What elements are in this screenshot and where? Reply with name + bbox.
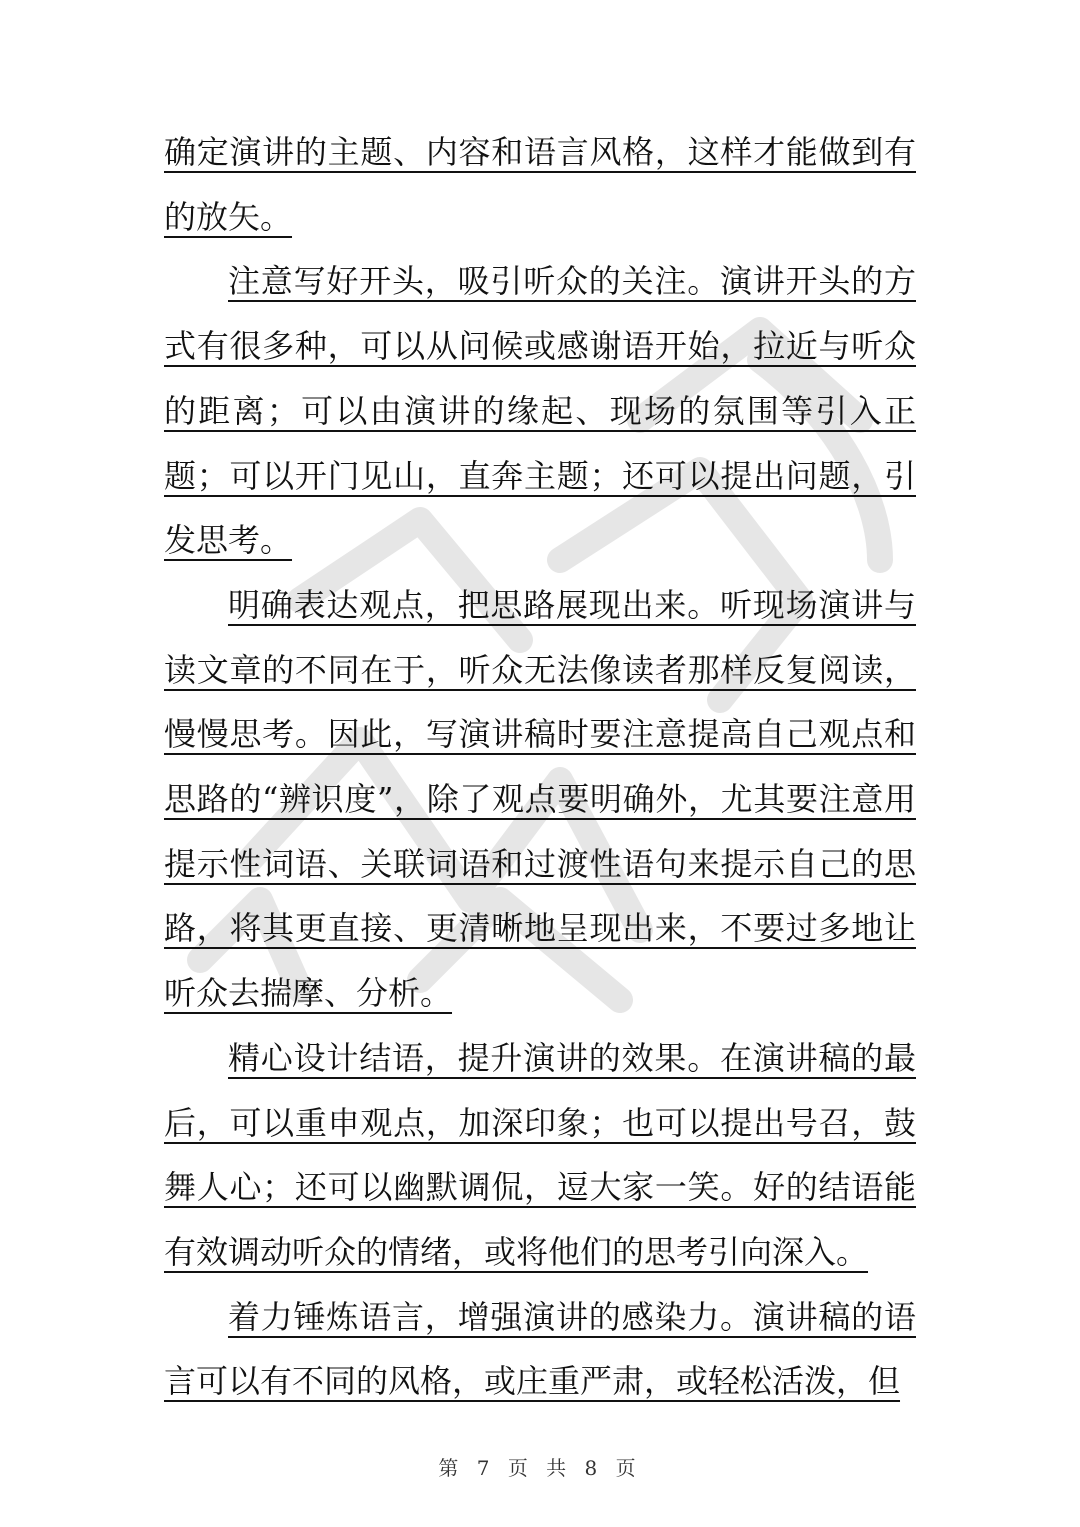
paragraph-4 bbox=[164, 1026, 916, 1285]
document-body bbox=[164, 120, 916, 1414]
paragraph-text: 明确表达观点，把思路展现出来。听现场演讲与读文章的不同在于，听众无法像读者那样反复阅读，慢慢思考。因此，写演讲稿时要注意提高自己观点和思路的“辨识度”，除了观点要明确外，尤其要注意用提示性词语、关联词语和过渡性语句来提示自己的思路，将其更直接、更清晰地呈现出来，不要过多地让听众去揣摩、分析。 bbox=[164, 585, 916, 1013]
paragraph-1 bbox=[164, 120, 916, 249]
paragraph-text: 着力锤炼语言，增强演讲的感染力。演讲稿的语言可以有不同的风格，或庄重严肃，或轻松活泼，但 bbox=[164, 1297, 916, 1401]
paragraph-text: 注意写好开头，吸引听众的关注。演讲开头的方式有很多种，可以从问候或感谢语开始，拉近与听众的距离；可以由演讲的缘起、现场的氛围等引入正题；可以开门见山，直奔主题；还可以提出问题，引发思考。 bbox=[164, 262, 916, 560]
paragraph-3 bbox=[164, 573, 916, 1026]
paragraph-text: 精心设计结语，提升演讲的效果。在演讲稿的最后，可以重申观点，加深印象；也可以提出号召，鼓舞人心；还可以幽默调侃，逗大家一笑。好的结语能有效调动听众的情绪，或将他们的思考引向深入。 bbox=[164, 1038, 916, 1271]
paragraph-5 bbox=[164, 1285, 916, 1414]
paragraph-text: 确定演讲的主题、内容和语言风格，这样才能做到有的放矢。 bbox=[164, 133, 916, 236]
page-number-footer: 第 7 页 共 8 页 bbox=[438, 1456, 642, 1480]
paragraph-2 bbox=[164, 249, 916, 573]
